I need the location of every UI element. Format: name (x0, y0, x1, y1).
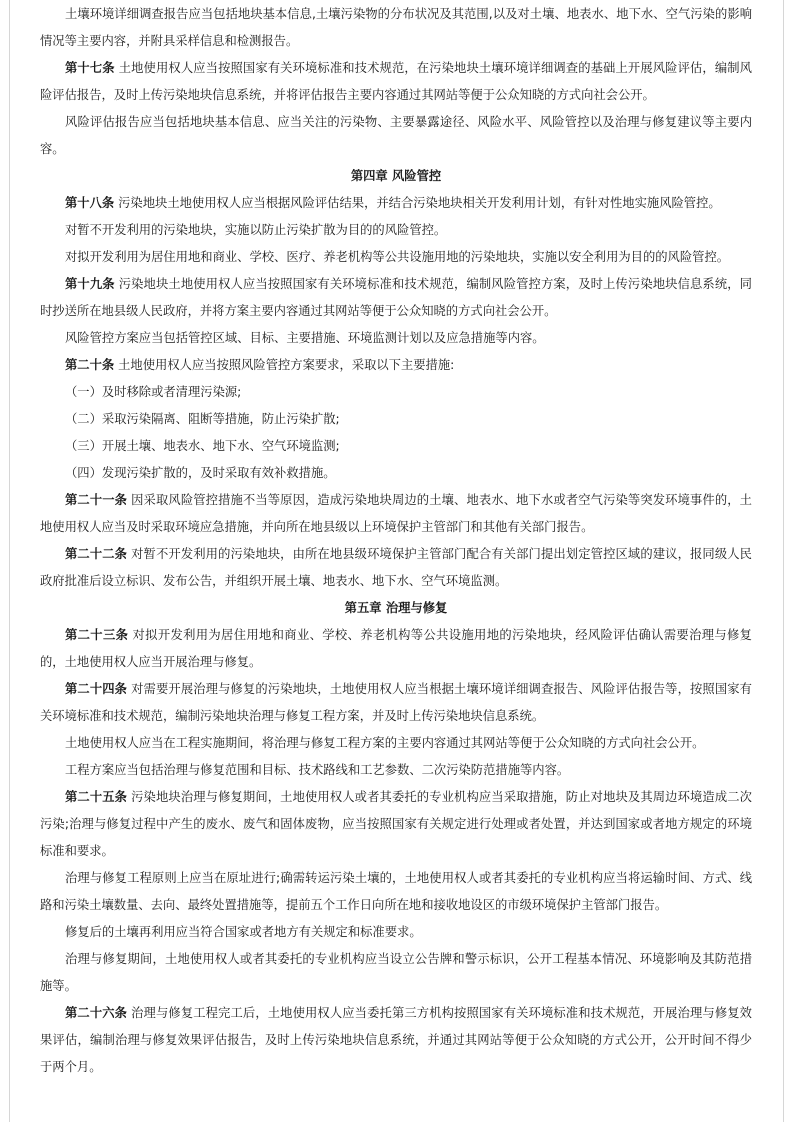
paragraph-text: 污染地块土地使用权人应当根据风险评估结果，并结合污染地块相关开发利用计划，有针对性地实施风险管控。 (118, 196, 721, 210)
paragraph-text: （一）及时移除或者清理污染源; (65, 385, 242, 399)
article-paragraph (40, 487, 752, 541)
paragraph-text: 土地使用权人应当在工程实施期间，将治理与修复工程方案的主要内容通过其网站等便于公众知晓的方式向社会公开。 (65, 736, 705, 750)
article-paragraph (40, 190, 752, 217)
paragraph-text: 污染地块治理与修复期间，土地使用权人或者其委托的专业机构应当采取措施，防止对地块及其周边环境造成二次污染;治理与修复过程中产生的废水、废气和固体废物，应当按照国家有关规定进行处理或者处置，并达到国家或者地方规定的环境标准和要求。 (40, 790, 752, 858)
paragraph (40, 244, 752, 271)
article-paragraph (40, 55, 752, 109)
chapter-heading: 第五章 治理与修复 (344, 601, 448, 615)
paragraph-text: 土地使用权人应当按照国家有关环境标准和技术规范，在污染地块土壤环境详细调查的基础上开展风险评估，编制风险评估报告，及时上传污染地块信息系统，并将评估报告主要内容通过其网站等便于公众知晓的方式向社会公开。 (40, 61, 752, 102)
paragraph (40, 406, 752, 433)
document-body (40, 1, 752, 1081)
paragraph (40, 433, 752, 460)
article-paragraph (40, 541, 752, 595)
article-number: 第二十一条 (65, 493, 128, 507)
article-paragraph (40, 271, 752, 325)
paragraph-text: 对暂不开发利用的污染地块，实施以防止污染扩散为目的的风险管控。 (65, 223, 447, 237)
article-paragraph (40, 352, 752, 379)
article-number: 第十八条 (65, 196, 115, 210)
paragraph (40, 1, 752, 55)
paragraph (40, 730, 752, 757)
paragraph (40, 217, 752, 244)
article-paragraph (40, 784, 752, 865)
paragraph-text: 土壤环境详细调查报告应当包括地块基本信息,土壤污染物的分布状况及其范围,以及对土壤、地表水、地下水、空气污染的影响情况等主要内容，并附具采样信息和检测报告。 (40, 7, 752, 48)
article-number: 第十九条 (65, 277, 115, 291)
article-number: 第十七条 (65, 61, 115, 75)
paragraph-text: 工程方案应当包括治理与修复范围和目标、技术路线和工艺参数、二次污染防范措施等内容。 (65, 763, 570, 777)
paragraph (40, 865, 752, 919)
paragraph-text: 因采取风险管控措施不当等原因，造成污染地块周边的土壤、地表水、地下水或者空气污染等突发环境事件的，土地使用权人应当及时采取环境应急措施，并向所在地县级以上环境保护主管部门和其他有关部门报告。 (40, 493, 752, 534)
article-paragraph (40, 1000, 752, 1081)
chapter-heading: 第四章 风险管控 (350, 169, 442, 183)
article-paragraph (40, 622, 752, 676)
paragraph-text: 对暂不开发利用的污染地块，由所在地县级环境保护主管部门配合有关部门提出划定管控区域的建议，报同级人民政府批准后设立标识、发布公告，并组织开展土壤、地表水、地下水、空气环境监测。 (40, 547, 752, 588)
paragraph-text: 对拟开发利用为居住用地和商业、学校、医疗、养老机构等公共设施用地的污染地块，实施以安全利用为目的的风险管控。 (65, 250, 730, 264)
paragraph-text: 治理与修复期间，土地使用权人或者其委托的专业机构应当设立公告牌和警示标识，公开工程基本情况、环境影响及其防范措施等。 (40, 952, 752, 993)
paragraph (40, 460, 752, 487)
paragraph-text: 风险管控方案应当包括管控区域、目标、主要措施、环境监测计划以及应急措施等内容。 (65, 331, 545, 345)
paragraph (40, 946, 752, 1000)
paragraph (40, 919, 752, 946)
article-number: 第二十条 (65, 358, 115, 372)
paragraph-text: 污染地块土地使用权人应当按照国家有关环境标准和技术规范，编制风险管控方案，及时上传污染地块信息系统，同时抄送所在地县级人民政府，并将方案主要内容通过其网站等便于公众知晓的方式向社会公开。 (40, 277, 752, 318)
article-number: 第二十二条 (65, 547, 128, 561)
article-number: 第二十六条 (65, 1006, 128, 1020)
article-number: 第二十四条 (65, 682, 128, 696)
paragraph-text: 治理与修复工程原则上应当在原址进行;确需转运污染土壤的，土地使用权人或者其委托的专业机构应当将运输时间、方式、线路和污染土壤数量、去向、最终处置措施等，提前五个工作日向所在地和接收地设区的市级环境保护主管部门报告。 (40, 871, 752, 912)
paragraph-text: （二）采取污染隔离、阻断等措施，防止污染扩散; (65, 412, 340, 426)
article-paragraph (40, 676, 752, 730)
paragraph (40, 109, 752, 163)
paragraph-text: （三）开展土壤、地表水、地下水、空气环境监测; (65, 439, 340, 453)
paragraph-text: 治理与修复工程完工后，土地使用权人应当委托第三方机构按照国家有关环境标准和技术规范，开展治理与修复效果评估，编制治理与修复效果评估报告，及时上传污染地块信息系统，并通过其网站等便于公众知晓的方式公开，公开时间不得少于两个月。 (40, 1006, 752, 1074)
paragraph-text: 对拟开发利用为居住用地和商业、学校、养老机构等公共设施用地的污染地块，经风险评估确认需要治理与修复的，土地使用权人应当开展治理与修复。 (40, 628, 752, 669)
article-number: 第二十三条 (65, 628, 129, 642)
paragraph-text: 修复后的土壤再利用应当符合国家或者地方有关规定和标准要求。 (65, 925, 422, 939)
paragraph (40, 325, 752, 352)
article-number: 第二十五条 (65, 790, 128, 804)
paragraph (40, 379, 752, 406)
paragraph-text: 对需要开展治理与修复的污染地块，土地使用权人应当根据土壤环境详细调查报告、风险评估报告等，按照国家有关环境标准和技术规范，编制污染地块治理与修复工程方案，并及时上传污染地块信息系统。 (40, 682, 752, 723)
paragraph-text: 土地使用权人应当按照风险管控方案要求，采取以下主要措施: (118, 358, 455, 372)
paragraph-text: 风险评估报告应当包括地块基本信息、应当关注的污染物、主要暴露途径、风险水平、风险管控以及治理与修复建议等主要内容。 (40, 115, 752, 156)
paragraph (40, 757, 752, 784)
paragraph-text: （四）发现污染扩散的，及时采取有效补救措施。 (65, 466, 336, 480)
